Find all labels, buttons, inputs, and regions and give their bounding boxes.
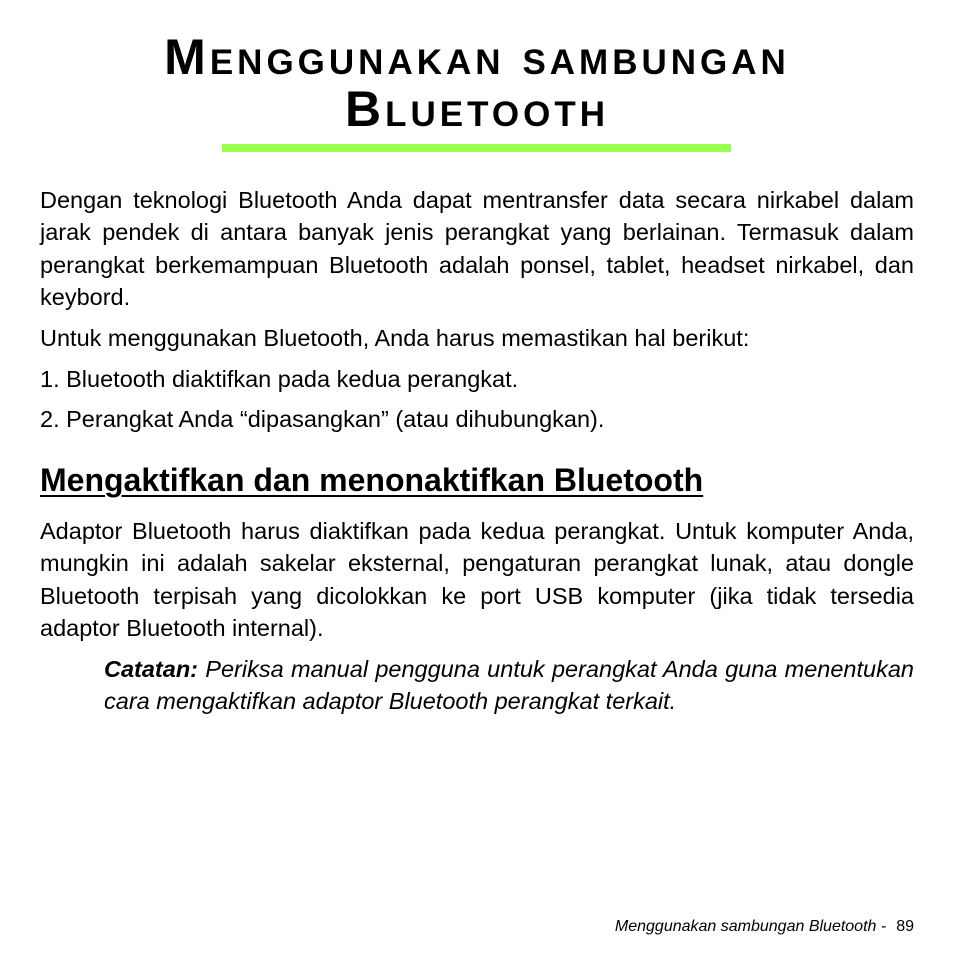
- page-title-line-2: Bluetooth: [345, 81, 609, 137]
- footer-running-title: Menggunakan sambungan Bluetooth -: [614, 918, 887, 935]
- note-label: Catatan:: [104, 656, 199, 682]
- step-item-1: 1. Bluetooth diaktifkan pada kedua perangkat.: [40, 366, 519, 392]
- page-footer: [615, 917, 914, 937]
- page-title-line-1: Menggunakan sambungan: [164, 29, 790, 85]
- note-text: Periksa manual pengguna untuk perangkat Anda guna menentukan cara mengaktifkan adaptor Bluetooth perangkat terkait.: [104, 656, 914, 715]
- intro-paragraph: Dengan teknologi Bluetooth Anda dapat mentransfer data secara nirkabel dalam jarak pendek di antara banyak jenis perangkat yang berlainan. Termasuk dalam perangkat berkemampuan Bluetooth adalah ponsel, tablet, headset nirkabel, dan keybord.: [40, 187, 914, 311]
- note-block: [104, 653, 914, 718]
- section-paragraph: Adaptor Bluetooth harus diaktifkan pada kedua perangkat. Untuk komputer Anda, mungkin ini adalah sakelar eksternal, pengaturan perangkat lunak, atau dongle Bluetooth terpisah yang dicolokkan ke port USB komputer (jika tidak tersedia adaptor Bluetooth internal).: [40, 518, 914, 642]
- section-heading: Mengaktifkan dan menonaktifkan Bluetooth: [40, 462, 704, 498]
- step-item-2: 2. Perangkat Anda “dipasangkan” (atau dihubungkan).: [40, 406, 605, 432]
- requirement-text: Untuk menggunakan Bluetooth, Anda harus memastikan hal berikut:: [40, 325, 750, 351]
- page-number: 89: [896, 918, 914, 935]
- title-underline-bar: [222, 144, 731, 152]
